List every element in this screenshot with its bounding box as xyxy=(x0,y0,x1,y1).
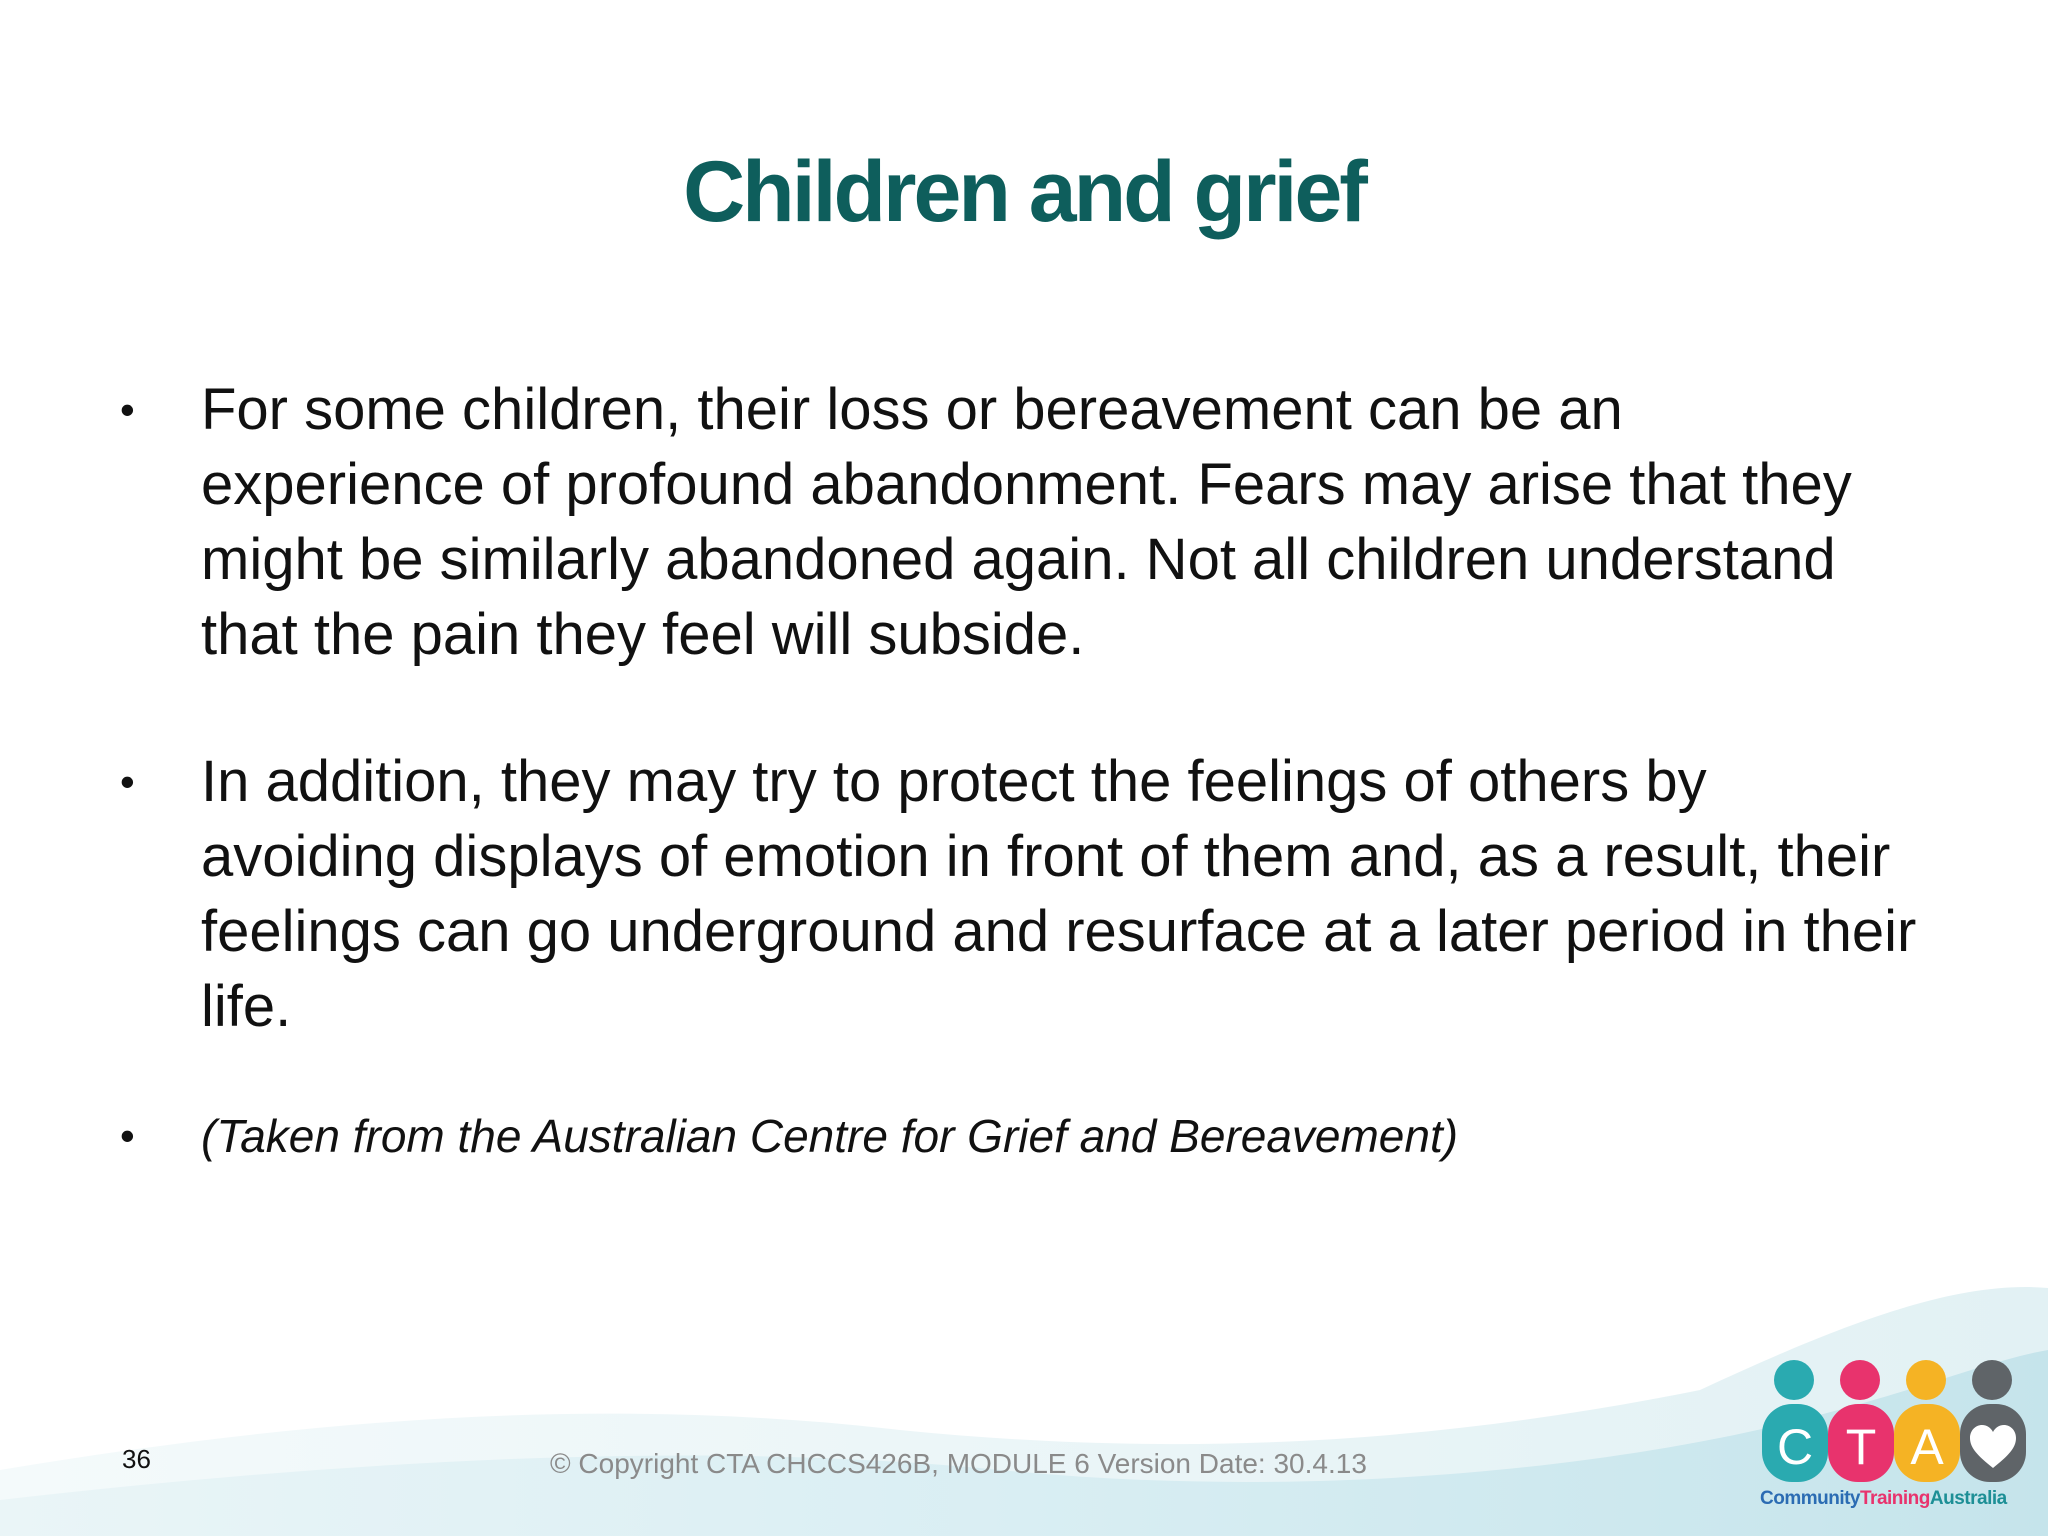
bullet-text: For some children, their loss or bereavement can be an experience of profound abandonment. Fears may arise that they might be similarly abandoned again. Not all children understand that the pain they feel will subside. xyxy=(201,377,1852,667)
logo-word-training: Training xyxy=(1860,1488,1930,1509)
bullet-item xyxy=(120,372,1920,672)
bullet-marker: • xyxy=(120,758,135,805)
logo-word-community: Community xyxy=(1760,1488,1860,1509)
copyright-notice: © Copyright CTA CHCCS426B, MODULE 6 Version Date: 30.4.13 xyxy=(550,1448,1367,1479)
logo-word-australia: Australia xyxy=(1929,1488,2007,1509)
bullet-list xyxy=(120,372,1920,1238)
bullet-item xyxy=(120,744,1920,1044)
slide-number: 36 xyxy=(122,1444,151,1474)
bullet-text: In addition, they may try to protect the feelings of others by avoiding displays of emotion in front of them and, as a result, their feelings can go underground and resurface at a later period in their life. xyxy=(201,749,1917,1039)
logo-figure-head-teal xyxy=(1774,1360,1814,1400)
logo-letter-t: T xyxy=(1845,1419,1877,1475)
logo-wordmark xyxy=(1760,1488,2007,1510)
logo-figure-head-gray xyxy=(1972,1360,2012,1400)
source-citation: (Taken from the Australian Centre for Grief and Bereavement) xyxy=(201,1110,1459,1162)
logo-figure-head-yellow xyxy=(1906,1360,1946,1400)
bullet-marker: • xyxy=(120,386,135,433)
logo-letter-c: C xyxy=(1776,1419,1814,1475)
logo-letter-a: A xyxy=(1910,1419,1944,1475)
slide-title: Children and grief xyxy=(683,144,1365,240)
bullet-item-source xyxy=(120,1106,1920,1166)
bullet-marker: • xyxy=(120,1112,135,1159)
logo-figure-head-pink xyxy=(1840,1360,1880,1400)
